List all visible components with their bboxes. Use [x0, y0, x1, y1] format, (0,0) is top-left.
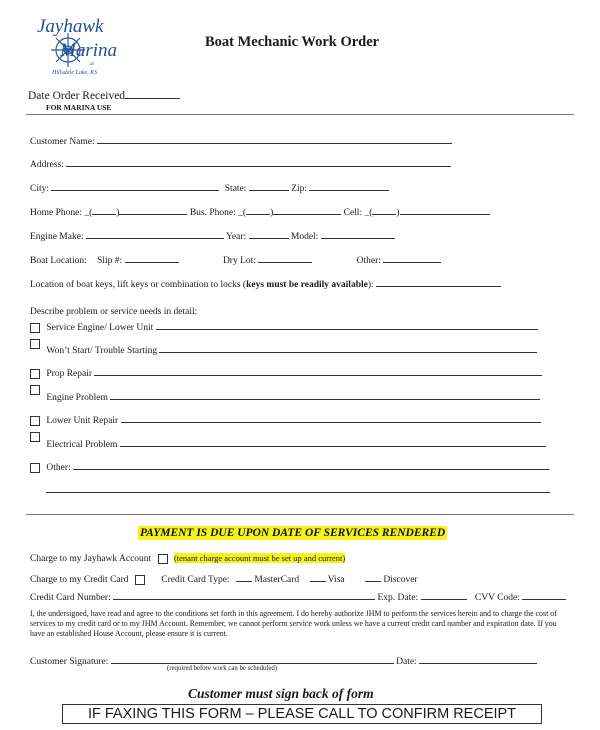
signature-date-label: Date: — [396, 657, 417, 667]
charge-credit-label: Charge to my Credit Card — [30, 575, 129, 585]
agreement-paragraph: I, the undersigned, have read and agree to the conditions set forth in this agreement. I do hereby authorize JHM to perform the services herein and to charge the cost of services to my credit card or to my JHM Account. Remember, we cannot perform service work unless we have a current credit card number and expiration date. If you have an established House Account, please ensure it is current. — [30, 609, 557, 639]
service-detail-field[interactable] — [156, 320, 538, 330]
cell-label: Cell: — [343, 208, 363, 218]
card-option-discover: Discover — [383, 575, 418, 585]
cell-field[interactable] — [400, 205, 490, 215]
signature-note: (required before work can be scheduled) — [167, 665, 278, 672]
other-service-checkbox[interactable] — [30, 463, 40, 473]
exp-date-label: Exp. Date: — [377, 593, 419, 603]
address-label: Address: — [30, 160, 64, 170]
boat-location-row — [30, 253, 441, 266]
divider — [26, 514, 574, 515]
other-location-field[interactable] — [383, 253, 441, 263]
logo-at: at — [90, 62, 94, 67]
signature-label: Customer Signature: — [30, 657, 109, 667]
state-field[interactable] — [249, 181, 289, 191]
date-order-received — [28, 89, 180, 102]
charge-jayhawk-row — [30, 553, 345, 564]
engine-make-field[interactable] — [86, 229, 224, 239]
zip-field[interactable] — [309, 181, 389, 191]
zip-label: Zip: — [291, 184, 307, 194]
service-label: Electrical Problem — [46, 440, 118, 450]
charge-credit-row — [30, 572, 418, 585]
service-item — [30, 339, 537, 356]
prop-repair-checkbox[interactable] — [30, 369, 40, 379]
marina-use-note: FOR MARINA USE — [46, 103, 112, 112]
fax-notice: IF FAXING THIS FORM – PLEASE CALL TO CONFIRM RECEIPT — [62, 704, 542, 724]
charge-jayhawk-checkbox[interactable] — [158, 554, 168, 564]
visa-choice[interactable] — [310, 572, 326, 582]
keys-location-label: Location of boat keys, lift keys or combination to locks (keys must be readily available): — [30, 280, 374, 290]
year-field[interactable] — [249, 229, 289, 239]
divider — [26, 114, 574, 115]
service-detail-field[interactable] — [159, 343, 537, 353]
card-number-field[interactable] — [113, 590, 375, 600]
ship-wheel-icon — [28, 10, 138, 82]
year-label: Year: — [225, 232, 247, 242]
card-type-label: Credit Card Type: — [161, 575, 230, 585]
describe-label: Describe problem or service needs in detail: — [30, 307, 198, 317]
service-detail-field[interactable] — [120, 437, 546, 447]
card-option-mastercard: MasterCard — [254, 575, 300, 585]
service-item — [30, 432, 546, 450]
other-location-label: Other: — [356, 256, 381, 266]
card-number-row — [30, 590, 566, 603]
electrical-checkbox[interactable] — [30, 432, 40, 442]
mastercard-choice[interactable] — [236, 572, 252, 582]
city-field[interactable] — [51, 181, 219, 191]
service-label: Engine Problem — [46, 393, 108, 403]
card-option-visa: Visa — [327, 575, 345, 585]
card-number-label: Credit Card Number: — [30, 593, 111, 603]
logo-line1: Jayhawk — [37, 16, 104, 37]
jayhawk-marina-logo — [28, 10, 138, 82]
engine-row — [30, 229, 395, 242]
service-engine-checkbox[interactable] — [30, 323, 40, 333]
service-label: Service Engine/ Lower Unit — [46, 323, 154, 333]
service-label: Lower Unit Repair — [46, 416, 119, 426]
signature-date-field[interactable] — [419, 654, 537, 664]
customer-name-row — [30, 134, 452, 147]
engine-make-label: Engine Make: — [30, 232, 84, 242]
phone-row: Home Phone: _( ) Bus. Phone: _( ) Cell: _( ) — [30, 205, 490, 218]
sign-back-notice: Customer must sign back of form — [188, 686, 374, 701]
service-label: Won’t Start/ Trouble Starting — [46, 346, 158, 356]
tenant-note: (tenant charge account must be set up and current) — [173, 553, 346, 563]
logo-location: Hillsdale Lake, KS — [52, 70, 98, 76]
home-phone-field[interactable] — [119, 205, 187, 215]
lower-unit-checkbox[interactable] — [30, 416, 40, 426]
keys-location-row — [30, 277, 501, 290]
payment-notice: PAYMENT IS DUE UPON DATE OF SERVICES RENDERED — [140, 527, 446, 539]
address-row — [30, 157, 451, 170]
page-title: Boat Mechanic Work Order — [205, 34, 380, 50]
charge-jayhawk-label: Charge to my Jayhawk Account — [30, 554, 152, 564]
service-item — [30, 385, 540, 403]
cvv-label: CVV Code: — [474, 593, 520, 603]
keys-location-field[interactable] — [376, 277, 501, 287]
slip-label: Slip #: — [97, 256, 123, 266]
charge-credit-checkbox[interactable] — [135, 575, 145, 585]
other-service-continuation[interactable] — [46, 492, 550, 493]
logo-line2: Marina — [60, 40, 117, 61]
city-label: City: — [30, 184, 50, 194]
exp-date-field[interactable] — [421, 590, 467, 600]
service-detail-field[interactable] — [121, 413, 541, 423]
model-field[interactable] — [321, 229, 395, 239]
service-detail-field[interactable] — [94, 366, 542, 376]
customer-name-field[interactable] — [97, 134, 452, 144]
discover-choice[interactable] — [365, 572, 381, 582]
home-phone-label: Home Phone: — [30, 208, 82, 218]
service-item — [30, 460, 549, 473]
city-row — [30, 181, 389, 194]
service-label: Prop Repair — [46, 369, 93, 379]
other-service-field[interactable] — [73, 460, 549, 470]
state-label: State: — [224, 184, 247, 194]
signature-field[interactable] — [111, 654, 394, 664]
home-phone-area[interactable] — [92, 205, 116, 215]
address-field[interactable] — [66, 157, 451, 167]
boat-location-label: Boat Location: — [30, 256, 87, 266]
wont-start-checkbox[interactable] — [30, 339, 40, 349]
customer-name-label: Customer Name: — [30, 137, 95, 147]
cvv-field[interactable] — [522, 590, 566, 600]
service-detail-field[interactable] — [110, 390, 540, 400]
date-order-label: Date Order Received — [28, 90, 126, 102]
date-order-field[interactable] — [125, 89, 180, 99]
signature-row — [30, 654, 537, 667]
service-label: Other: — [46, 463, 71, 473]
bus-phone-label: Bus. Phone: — [189, 208, 236, 218]
service-item — [30, 320, 538, 333]
dry-lot-field[interactable] — [258, 253, 312, 263]
service-item — [30, 366, 542, 379]
slip-field[interactable] — [125, 253, 179, 263]
bus-phone-field[interactable] — [273, 205, 341, 215]
service-item — [30, 413, 541, 426]
bus-phone-area[interactable] — [246, 205, 270, 215]
cell-area[interactable] — [372, 205, 396, 215]
engine-problem-checkbox[interactable] — [30, 385, 40, 395]
dry-lot-label: Dry Lot: — [222, 256, 256, 266]
model-label: Model: — [290, 232, 319, 242]
